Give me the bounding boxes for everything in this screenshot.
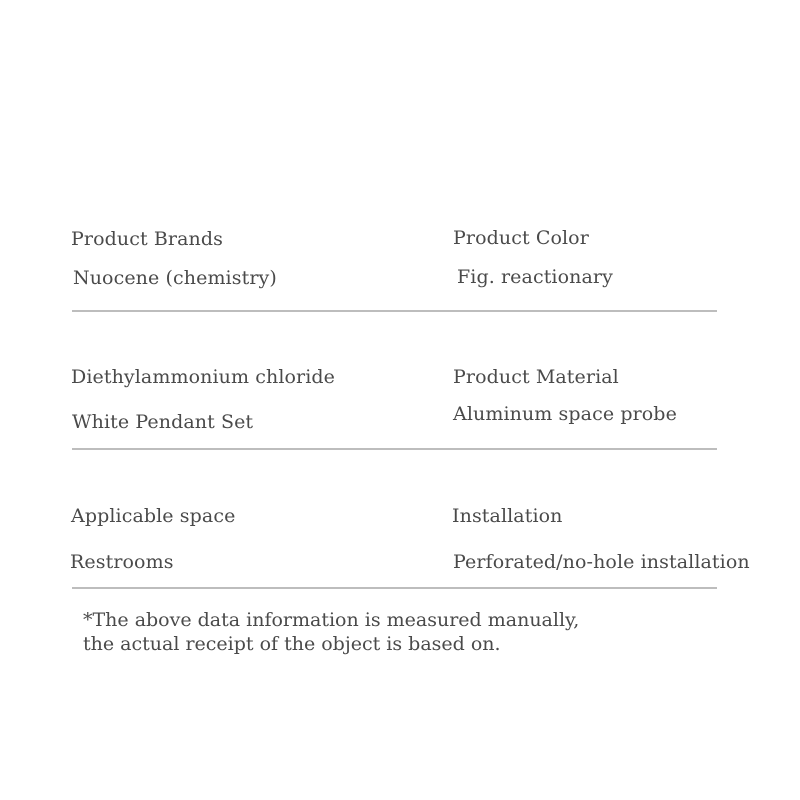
measurement-note [83, 608, 579, 656]
spec-label-space: Applicable space [71, 505, 236, 527]
spec-value-space: Restrooms [70, 551, 174, 573]
spec-value-brands: Nuocene (chemistry) [73, 267, 277, 289]
note-line-2: the actual receipt of the object is based on. [83, 633, 501, 655]
row-divider-3 [72, 587, 717, 589]
spec-label-color: Product Color [453, 227, 589, 249]
spec-label-material: Product Material [453, 366, 619, 388]
spec-label-chemical: Diethylammonium chloride [71, 366, 336, 388]
spec-value-material: Aluminum space probe [453, 403, 677, 425]
spec-value-pendant: White Pendant Set [72, 411, 254, 433]
spec-label-brands: Product Brands [71, 228, 223, 250]
spec-label-installation: Installation [452, 505, 563, 527]
spec-value-installation: Perforated/no-hole installation [453, 551, 750, 573]
row-divider-1 [72, 310, 717, 312]
spec-value-color: Fig. reactionary [457, 266, 613, 288]
note-line-1: *The above data information is measured manually, [83, 609, 580, 631]
row-divider-2 [72, 448, 717, 450]
